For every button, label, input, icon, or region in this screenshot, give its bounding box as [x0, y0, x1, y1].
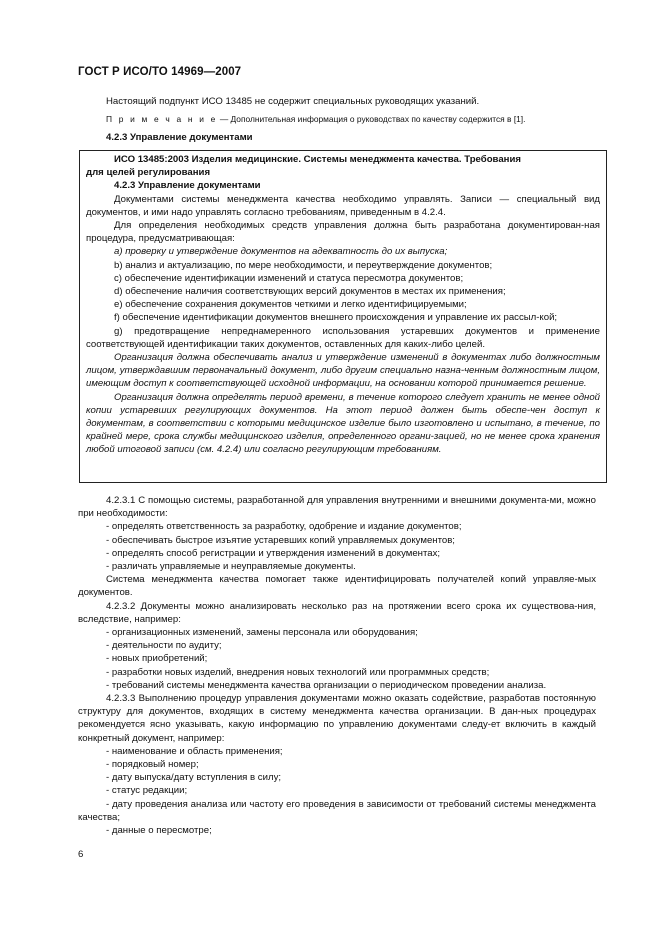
- section-4231-paragraph-2: Система менеджмента качества помогает также идентифицировать получателей копий управляе-мых документов.: [78, 574, 596, 599]
- section-4232-paragraph: 4.2.3.2 Документы можно анализировать несколько раз на протяжении всего срока их существова-ния, вследствие, например:: [78, 600, 596, 625]
- list-item: - различать управляемые и неуправляемые документы.: [106, 561, 356, 573]
- box-paragraph-4: Организация должна определять период времени, в течение которого следует хранить не менее одной копии устаревших регулирующих документов. На этот период должен быть обеспе-чен доступ к документам, в соответствии с которыми медицинское изделие было изготовлено и испытано, в течение, по крайней мере, срока службы медицинского изделия, определенного органи-зацией, но не менее срока хранения любой итоговой записи (см. 4.2.4) или согласно регулирующим требованиям.: [86, 391, 600, 456]
- box-title-line2: для целей регулирования: [86, 167, 211, 179]
- section-4231: [78, 494, 596, 837]
- iso-quote-box: [79, 150, 607, 483]
- intro-note: [78, 113, 596, 126]
- list-item: - обеспечивать быстрое изъятие устаревших копий управляемых документов;: [106, 534, 455, 546]
- box-list-item-g: g) предотвращение непреднамеренного использования устаревших документов и применение соответствующей идентификации таких документов, оставленных для каких-либо целей.: [86, 325, 600, 350]
- box-subheading: 4.2.3 Управление документами: [114, 180, 261, 192]
- section-4231-paragraph: 4.2.3.1 С помощью системы, разработанной для управления внутренними и внешними документа-ми, можно при необходимости:: [78, 495, 596, 520]
- box-paragraph-2: Для определения необходимых средств управления должна быть разработана документирован-ная процедура, предусматривающая:: [86, 220, 600, 245]
- list-item: - дату выпуска/дату вступления в силу;: [106, 772, 282, 784]
- iso-quote-content: [86, 153, 600, 457]
- list-item: - данные о пересмотре;: [106, 825, 212, 837]
- list-item: - определять ответственность за разработку, одобрение и издание документов;: [106, 521, 462, 533]
- box-paragraph-3: Организация должна обеспечивать анализ и утверждение изменений в документах либо должностным лицом, утверждавшим первоначальный документ, либо другим специально назна-ченным должностным лицом, имеющим доступ к соответствующей исходной информации, на основании которой принимается решение.: [86, 352, 600, 390]
- page-number: 6: [78, 849, 84, 860]
- document-header: ГОСТ Р ИСО/ТО 14969—2007: [78, 66, 242, 78]
- list-item: - статус редакции;: [106, 785, 188, 797]
- box-paragraph-1: Документами системы менеджмента качества необходимо управлять. Записи — специальный вид документов, и ими надо управлять согласно требованиям, приведенным в 4.2.4.: [86, 193, 600, 218]
- section-heading: 4.2.3 Управление документами: [106, 132, 253, 143]
- box-list-item-f: f) обеспечение идентификации документов внешнего происхождения и управление их рассыл-кой;: [114, 312, 558, 324]
- box-list-item-b: b) анализ и актуализацию, по мере необходимости, и переутверждение документов;: [114, 259, 493, 271]
- list-item: - наименование и область применения;: [106, 745, 283, 757]
- list-item: - определять способ регистрации и утверждения изменений в документах;: [106, 547, 441, 559]
- box-title-line1: ИСО 13485:2003 Изделия медицинские. Системы менеджмента качества. Требования: [114, 154, 521, 165]
- list-item: - разработки новых изделий, внедрения новых технологий или программных средств;: [106, 666, 490, 678]
- section-4232-list: [78, 626, 596, 692]
- box-list-item-e: e) обеспечение сохранения документов четкими и легко идентифицируемыми;: [114, 299, 467, 311]
- note-text: — Дополнительная информация о руководствах по качеству содержится в [1].: [217, 114, 526, 124]
- section-4233-paragraph: 4.2.3.3 Выполнению процедур управления документами можно оказать содействие, разработав постоянную структуру для документов, входящих в систему менеджмента качества организации. В дан-ных процедурах рекомендуется ясно указывать, какую информацию по управлению документами следу-ет включить в каждый конкретный документ, например:: [78, 693, 596, 744]
- list-item: - новых приобретений;: [106, 653, 208, 665]
- list-item: - требований системы менеджмента качества организации о периодическом проведении анализа.: [106, 679, 547, 691]
- list-item: - порядковый номер;: [106, 759, 199, 771]
- box-item-list: [86, 245, 600, 351]
- section-4233-list: [78, 745, 596, 837]
- list-item: - организационных изменений, замены персонала или оборудования;: [106, 627, 418, 639]
- intro-paragraph: Настоящий подпункт ИСО 13485 не содержит специальных руководящих указаний.: [106, 96, 480, 107]
- box-list-item-d: d) обеспечение наличия соответствующих версий документов в местах их применения;: [114, 286, 506, 298]
- list-item: - деятельности по аудиту;: [106, 640, 222, 652]
- box-list-item-c: c) обеспечение идентификации изменений и статуса пересмотра документов;: [114, 272, 464, 284]
- box-list-item-a: a) проверку и утверждение документов на адекватность до их выпуска;: [114, 246, 448, 258]
- section-4231-list: [78, 520, 596, 573]
- list-item: - дату проведения анализа или частоту его проведения в зависимости от требований системы менеджмента качества;: [78, 798, 596, 823]
- note-label: П р и м е ч а н и е: [106, 114, 218, 124]
